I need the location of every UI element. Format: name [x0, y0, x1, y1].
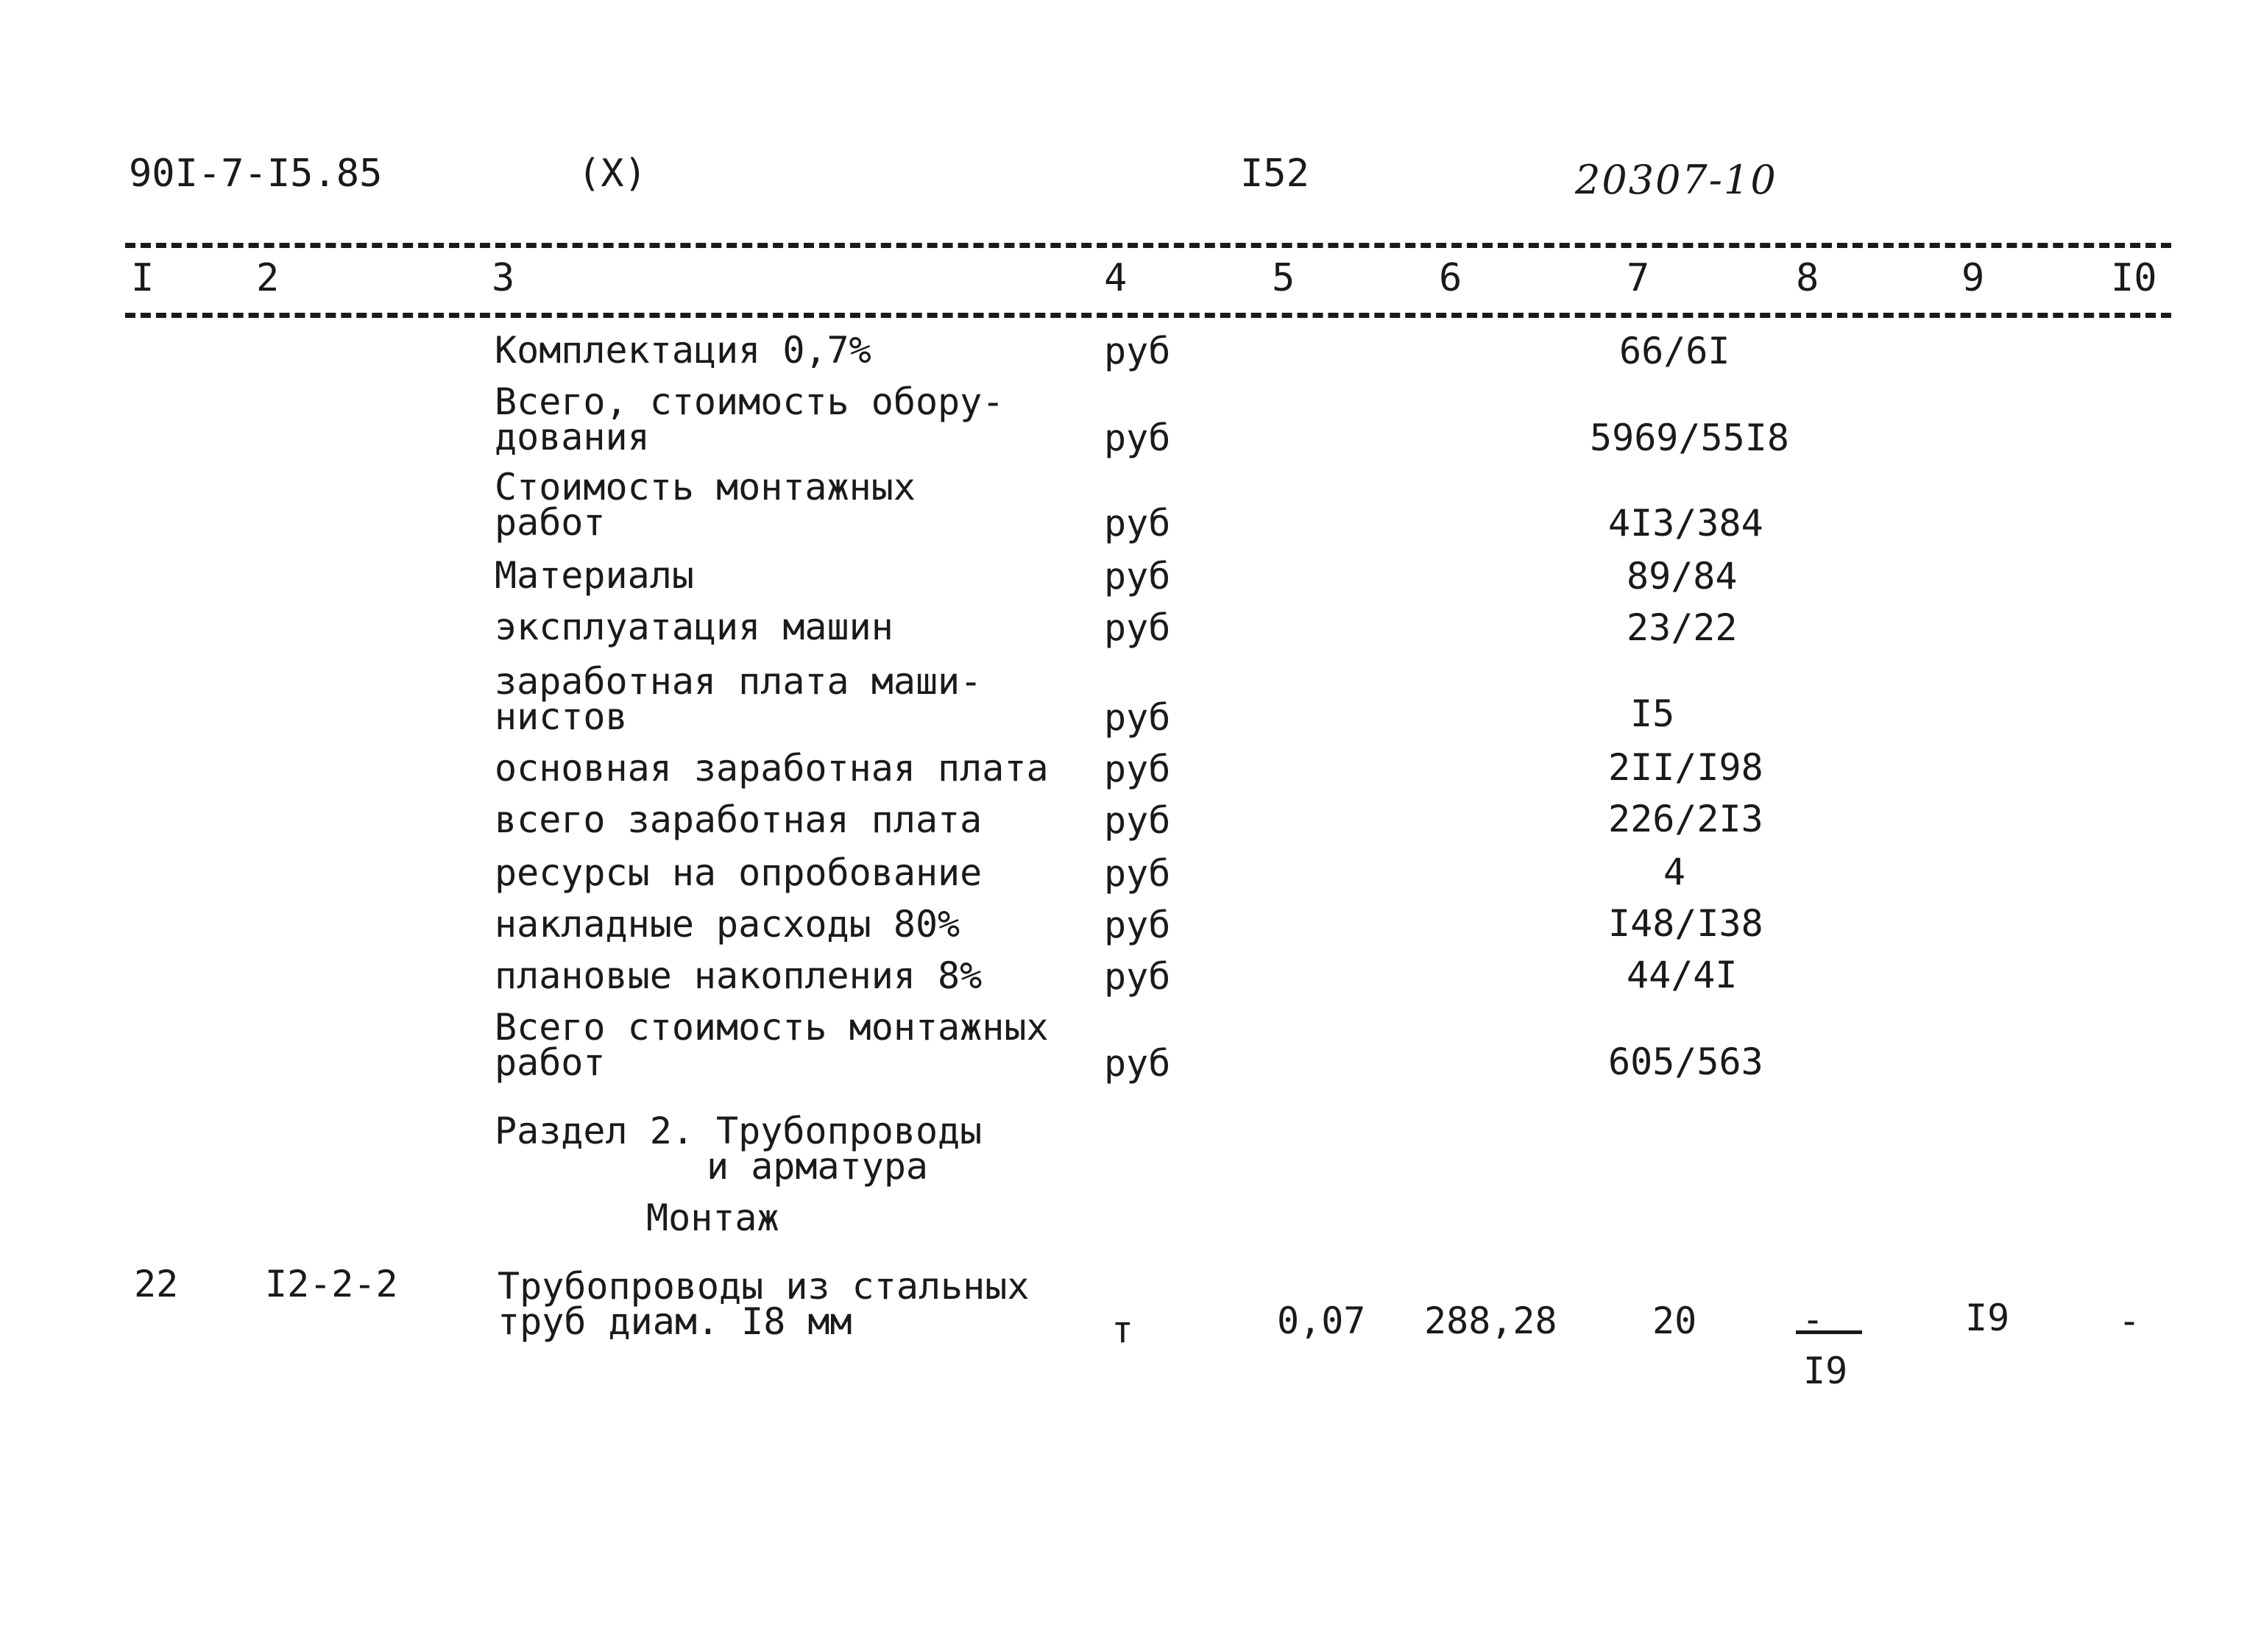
row-equipment-total-value: 5969/55I8 — [1590, 416, 1789, 459]
row-komplektatsiya-unit: руб — [1104, 330, 1171, 372]
row-komplektatsiya-name — [495, 329, 871, 372]
row-machinist-wages-value: I5 — [1630, 692, 1675, 735]
dashed-rule-bottom — [125, 313, 2171, 318]
section-subtitle: Монтаж — [646, 1197, 779, 1239]
row-name-line: Всего стоимость монтажных — [495, 1006, 1049, 1049]
row-total-wages-value: 226/2I3 — [1608, 798, 1763, 840]
row-installation-cost-unit: руб — [1104, 502, 1171, 545]
row-overhead-value: I48/I38 — [1608, 902, 1763, 945]
item-unit: т — [1111, 1308, 1134, 1351]
column-header-4: 4 — [1104, 256, 1128, 300]
row-name-line: нистов — [495, 695, 628, 738]
column-header-9: 9 — [1961, 256, 1985, 300]
item-name-line: труб диам. I8 мм — [498, 1300, 852, 1343]
row-name-line: Всего, стоимость обору- — [495, 380, 1005, 423]
column-header-3: 3 — [492, 256, 515, 300]
row-name-line: Материалы — [495, 554, 694, 597]
column-header-10: I0 — [2111, 256, 2157, 300]
row-base-wages-value: 2II/I98 — [1608, 746, 1763, 789]
row-materials-unit: руб — [1104, 555, 1171, 598]
item-col10-value: - — [2118, 1300, 2141, 1342]
handwritten-code: 20307-10 — [1575, 157, 1777, 203]
row-materials-value: 89/84 — [1627, 555, 1738, 598]
row-name-line: плановые накопления 8% — [495, 954, 983, 997]
row-equipment-total-unit: руб — [1104, 416, 1171, 459]
row-name-line: всего заработная плата — [495, 798, 983, 841]
item-col7-value: 20 — [1652, 1300, 1697, 1342]
row-testing-resources-unit: руб — [1104, 852, 1171, 895]
item-code: I2-2-2 — [265, 1263, 398, 1305]
row-planned-savings-unit: руб — [1104, 955, 1171, 998]
row-base-wages-name — [495, 747, 1049, 790]
section-title-line1: Раздел 2. Трубопроводы — [495, 1110, 983, 1152]
page-number: I52 — [1240, 152, 1309, 196]
row-name-line: Комплектация 0,7% — [495, 329, 871, 372]
row-machinist-wages-name — [495, 660, 983, 738]
row-machinist-wages-unit: руб — [1104, 696, 1171, 739]
document-code: 90I-7-I5.85 — [129, 152, 383, 196]
row-name-line: работ — [495, 501, 606, 544]
column-header-6: 6 — [1439, 256, 1462, 300]
row-name-line: основная заработная плата — [495, 747, 1049, 790]
item-quantity: 0,07 — [1277, 1300, 1366, 1342]
row-installation-cost-value: 4I3/384 — [1608, 502, 1763, 545]
row-testing-resources-name — [495, 851, 983, 894]
row-name-line: дования — [495, 416, 650, 458]
item-unit-price: 288,28 — [1424, 1300, 1557, 1342]
row-installation-cost-name — [495, 466, 916, 544]
item-col8-numerator: - — [1802, 1298, 1825, 1341]
row-planned-savings-name — [495, 954, 983, 997]
item-col8-denominator: I9 — [1803, 1350, 1848, 1392]
row-name-line: эксплуатация машин — [495, 606, 894, 648]
row-overhead-name — [495, 903, 960, 946]
row-name-line: накладные расходы 80% — [495, 903, 960, 946]
row-total-wages-unit: руб — [1104, 799, 1171, 842]
row-equipment-total-name — [495, 380, 1005, 458]
item-col9-value: I9 — [1965, 1297, 2010, 1339]
row-machine-operation-value: 23/22 — [1627, 606, 1738, 649]
item-name — [498, 1265, 1030, 1343]
row-name-line: заработная плата маши- — [495, 660, 983, 703]
column-header-7: 7 — [1627, 256, 1650, 300]
row-installation-total-value: 605/563 — [1608, 1041, 1763, 1083]
row-machine-operation-unit: руб — [1104, 606, 1171, 649]
row-machine-operation-name — [495, 606, 894, 648]
row-planned-savings-value: 44/4I — [1627, 954, 1738, 996]
column-header-2: 2 — [256, 256, 280, 300]
row-komplektatsiya-value: 66/6I — [1619, 330, 1730, 372]
row-name-line: работ — [495, 1041, 606, 1084]
item-number: 22 — [134, 1263, 179, 1305]
row-overhead-unit: руб — [1104, 904, 1171, 946]
row-installation-total-name — [495, 1006, 1049, 1084]
row-base-wages-unit: руб — [1104, 748, 1171, 790]
column-header-1: I — [131, 256, 155, 300]
row-installation-total-unit: руб — [1104, 1042, 1171, 1085]
row-testing-resources-value: 4 — [1663, 851, 1686, 893]
item-col8-fraction-bar — [1796, 1330, 1862, 1334]
row-materials-name — [495, 554, 694, 597]
item-name-line: Трубопроводы из стальных — [498, 1265, 1030, 1308]
section-title-line2: и арматура — [707, 1145, 929, 1188]
row-total-wages-name — [495, 798, 983, 841]
row-name-line: ресурсы на опробование — [495, 851, 983, 894]
row-name-line: Стоимость монтажных — [495, 466, 916, 508]
column-header-8: 8 — [1796, 256, 1819, 300]
column-header-5: 5 — [1272, 256, 1295, 300]
volume-number: (X) — [578, 152, 647, 196]
dashed-rule-top — [125, 243, 2171, 248]
